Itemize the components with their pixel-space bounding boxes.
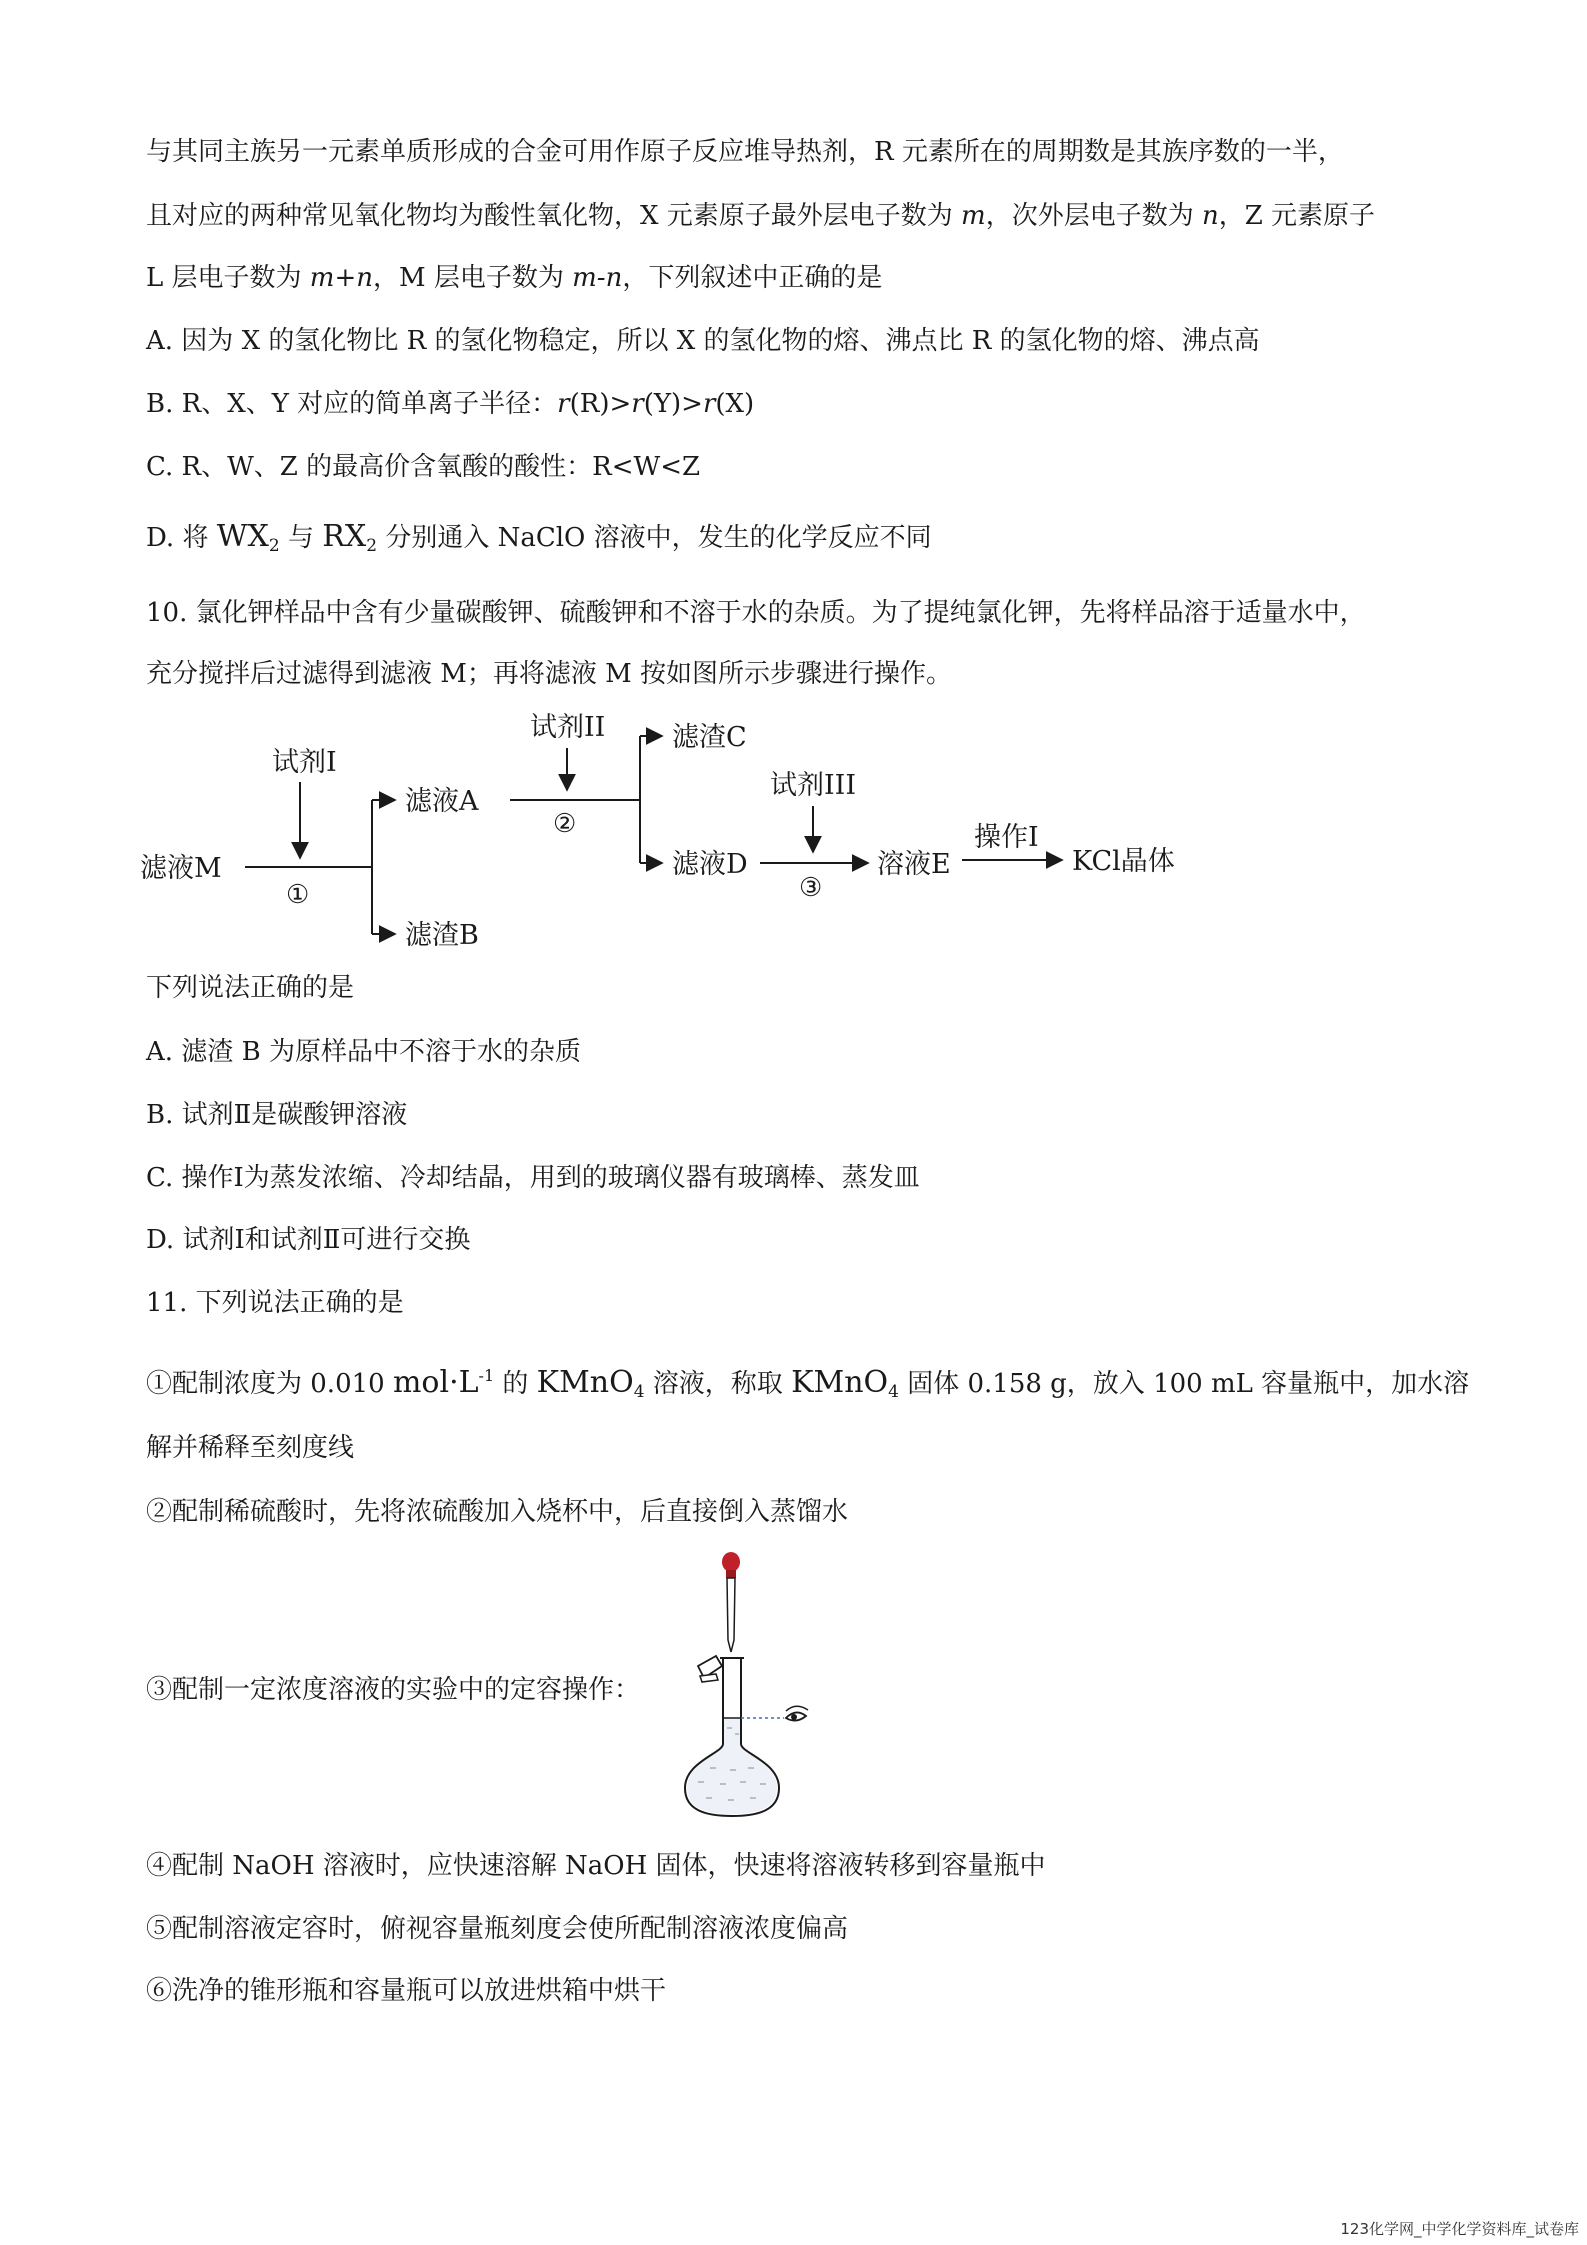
q9-option-d: D. 将 $WX_2$ 与 $RX_2$ 分别通入 NaClO 溶液中，发生的化学反应不同	[146, 519, 932, 556]
reagent3-label: 试剂III	[770, 770, 856, 801]
kcl-crystal-label: KCl晶体	[1072, 846, 1175, 877]
filtrate-a-label: 滤液A	[405, 786, 479, 817]
q11-item5: ⑤配制溶液定容时，俯视容量瓶刻度会使所配制溶液浓度偏高	[146, 1914, 849, 1944]
q11-title: 11. 下列说法正确的是	[146, 1288, 404, 1318]
dropper-tube	[727, 1578, 735, 1652]
q10-option-b: B. 试剂Ⅱ是碳酸钾溶液	[146, 1100, 408, 1130]
q9-option-c: C. R、W、Z 的最高价含氧酸的酸性：R<W<Z	[146, 452, 701, 482]
q9-option-b: B. R、X、Y 对应的简单离子半径：r(R)>r(Y)>r(X)	[146, 389, 755, 419]
solution-e-label: 溶液E	[877, 849, 951, 880]
operation1-label: 操作I	[974, 822, 1039, 853]
q10-option-a: A. 滤渣 B 为原样品中不溶于水的杂质	[146, 1037, 581, 1067]
q10-stem-line2: 充分搅拌后过滤得到滤液 M；再将滤液 M 按如图所示步骤进行操作。	[146, 659, 953, 689]
q9-stem-line3: L 层电子数为 m+n，M 层电子数为 m-n，下列叙述中正确的是	[146, 263, 883, 293]
q9-stem-line1: 与其同主族另一元素单质形成的合金可用作原子反应堆导热剂，R 元素所在的周期数是其族序数的一半，	[146, 137, 1344, 167]
q9-stem-line2: 且对应的两种常见氧化物均为酸性氧化物，X 元素原子最外层电子数为 m，次外层电子数为 n，Z 元素原子	[146, 201, 1376, 231]
q11-item4: ④配制 NaOH 溶液时，应快速溶解 NaOH 固体，快速将溶液转移到容量瓶中	[146, 1851, 1046, 1881]
step1-marker: ①	[286, 880, 310, 910]
filtrate-d-label: 滤液D	[672, 849, 748, 880]
q11-item6: ⑥洗净的锥形瓶和容量瓶可以放进烘箱中烘干	[146, 1976, 667, 2006]
separation-flow-diagram	[140, 700, 1220, 960]
q10-option-d: D. 试剂Ⅰ和试剂Ⅱ可进行交换	[146, 1225, 471, 1255]
residue-c-label: 滤渣C	[672, 722, 747, 753]
reagent1-label: 试剂I	[272, 747, 337, 778]
q11-item1-line1: ①配制浓度为 0.010 $mol\cdot L^{-1}$ 的 KMnO$_4$ 溶液，称取 KMnO$_4$ 固体 0.158 g，放入 100 mL 容量瓶中，加水溶	[146, 1365, 1470, 1402]
q11-item2: ②配制稀硫酸时，先将浓硫酸加入烧杯中，后直接倒入蒸馏水	[146, 1497, 849, 1527]
q11-item3: ③配制一定浓度溶液的实验中的定容操作：	[146, 1675, 641, 1705]
q10-option-c: C. 操作Ⅰ为蒸发浓缩、冷却结晶，用到的玻璃仪器有玻璃棒、蒸发皿	[146, 1163, 920, 1193]
residue-b-label: 滤渣B	[405, 920, 479, 951]
q11-item1-line2: 解并稀释至刻度线	[146, 1433, 355, 1463]
q10-prompt: 下列说法正确的是	[146, 973, 355, 1003]
reagent2-label: 试剂II	[530, 712, 606, 743]
filtrate-m-label: 滤液M	[140, 853, 222, 884]
step2-marker: ②	[553, 809, 577, 839]
volumetric-flask-illustration	[680, 1548, 830, 1818]
q9-option-a: A. 因为 X 的氢化物比 R 的氢化物稳定，所以 X 的氢化物的熔、沸点比 R 的氢化物的熔、沸点高	[146, 326, 1260, 356]
step3-marker: ③	[799, 873, 823, 903]
dropper-bulb	[722, 1552, 740, 1572]
q10-stem-line1: 10. 氯化钾样品中含有少量碳酸钾、硫酸钾和不溶于水的杂质。为了提纯氯化钾，先将样品溶于适量水中，	[146, 598, 1366, 628]
site-watermark: 123化学网_中学化学资料库_试卷库	[1340, 2220, 1579, 2238]
